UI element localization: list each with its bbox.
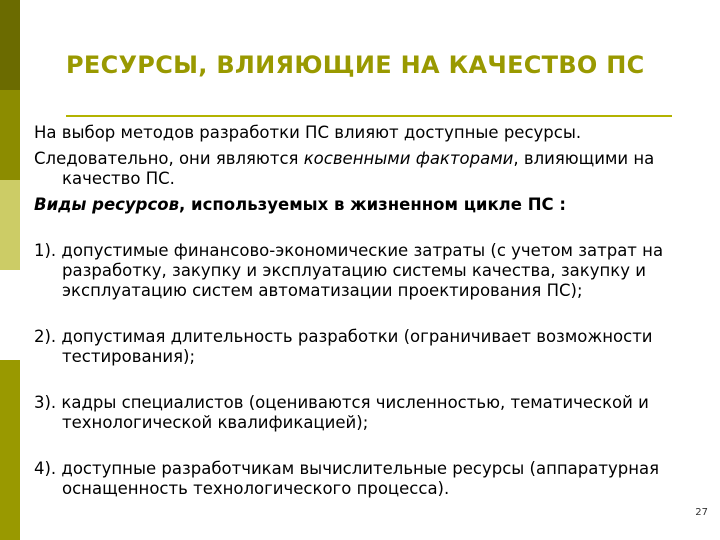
list-item: 3). кадры специалистов (оцениваются численностью, тематической и технологической квалификацией); [34,393,649,432]
decor-stripe-1 [0,0,20,90]
list-item: 1). допустимые финансово-экономические затраты (с учетом затрат на разработку, закупку и эксплуатацию системы качества, закупку и эксплуатацию систем автоматизации проектирования ПС); [34,241,664,300]
consequence-italic: косвенными факторами [303,149,514,168]
slide-title: РЕСУРСЫ, ВЛИЯЮЩИЕ НА КАЧЕСТВО ПС [66,51,645,79]
decor-stripe-2 [0,90,20,180]
page-number: 27 [695,507,708,518]
intro-text: На выбор методов разработки ПС влияют доступные ресурсы. [34,123,582,142]
slide-body [34,123,689,505]
consequence-text [34,149,689,189]
decor-stripe-3 [0,180,20,270]
resource-types-italic: Виды ресурсов [34,195,180,214]
decor-stripe-4 [0,270,20,360]
list-item: 2). допустимая длительность разработки (ограничивает возможности тестирования); [34,327,653,366]
resource-types-heading [34,195,689,215]
list-item: 4). доступные разработчикам вычислительные ресурсы (аппаратурная оснащенность технологического процесса). [34,459,660,498]
resource-types-suffix: , используемых в жизненном цикле ПС : [179,195,566,214]
consequence-prefix: Следовательно, они являются [34,149,304,168]
decor-stripe-5 [0,360,20,540]
title-divider [66,115,672,117]
consequence-suffix: , влияющими на качество ПС. [62,149,655,188]
